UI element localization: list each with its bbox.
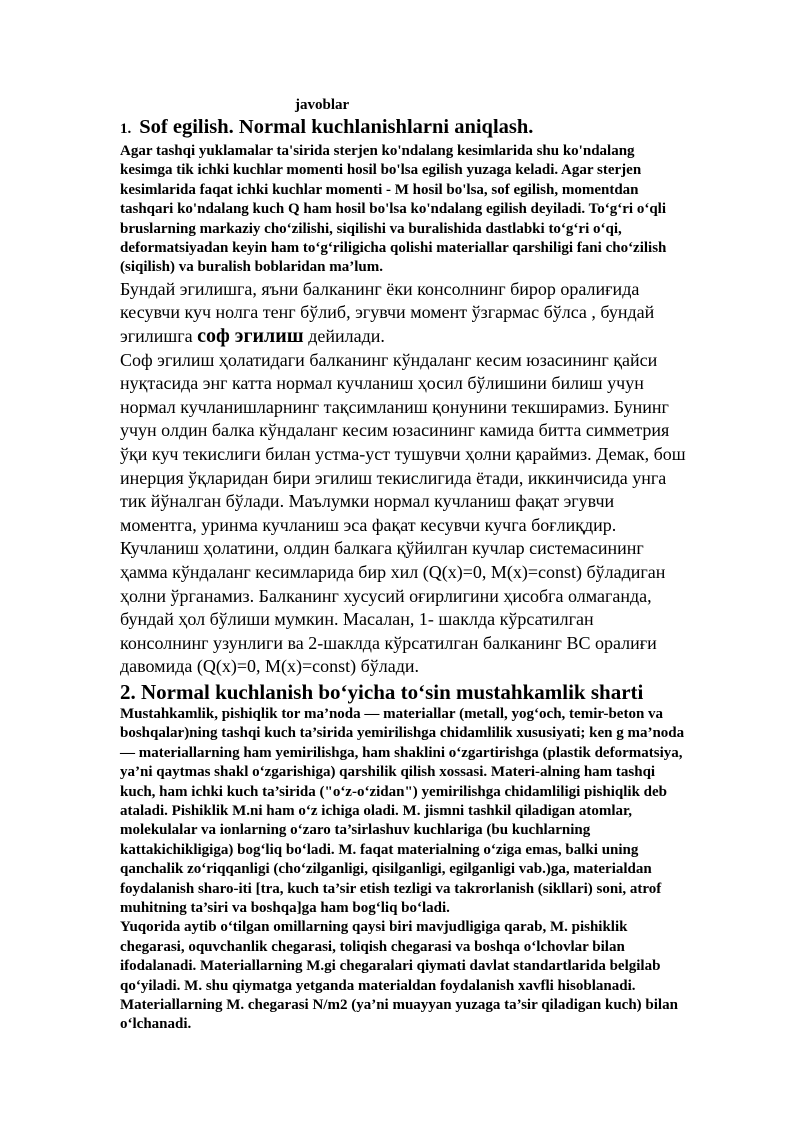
section2-bold-paragraph-2: Yuqorida aytib o‘tilgan omillarning qaysi biri mavjudligiga qarab, M. pishiklik chegarasi, oquvchanlik chegarasi, toliqish chegarasi va boshqa o‘lchovlar bilan ifodalanadi. Materiallarning M.gi chegaralari qiymati davlat standartlarida belgilab qo‘yiladi. M. shu qiymatga yetganda materialdan foydalanish xavfli hisoblanadi. Materiallarning M. chegarasi N/m2 (ya’ni muayyan yuzaga ta’sir qiladigan kuch) bilan o‘lchanadi. — [120, 919, 678, 1033]
document-page — [120, 96, 686, 1035]
section1-number: 1. — [120, 121, 132, 137]
section2-bold-paragraph-1: Mustahkamlik, pishiqlik tor ma’noda — materiallar (metall, yog‘och, temir-beton va boshqalar)ning tashqi kuch ta’sirida yemirilishga chidamlilik xususiyati; ken g ma’noda — materiallarning ham yemirilishga, ham shaklini o‘zgartirishga (plastik deformatsiya, ya’ni qaytmas shakl o‘zgarishiga) qarshilik qilish xossasi. Materi-alning ham tashqi kuch, ham ichki kuch ta’sirida ("o‘z-o‘zidan") yemirilishga chidamliligi pishiqlik deb ataladi. Pishiklik M.ni ham o‘z ichiga oladi. M. jismni tashkil qiladigan atomlar, molekulalar va ionlarning o‘zaro ta’sirlashuv kuchlariga (bu kuchlarning kattakichikligiga) bog‘liq bo‘ladi. M. faqat materialning o‘ziga emas, balki uning qanchalik zo‘riqqanligi (cho‘zilganligi, qisilganligi, egilganligi vab.)ga, materialdan foydalanish sharo-iti [tra, kuch ta’sir etish tezligi va takrorlanish (sikllari) soni, atrof muhitning ta’siri va boshqa]ga ham bog‘liq bo‘ladi. — [120, 705, 685, 916]
section2-heading: 2. Normal kuchlanish bo‘yicha to‘sin mustahkamlik sharti — [120, 679, 644, 704]
section1-cyrillic-paragraph-2: Соф эгилиш ҳолатидаги балканинг кўндаланг кесим юзасининг қайси нуқтасида энг катта нормал кучланиш ҳосил бўлишини билиш учун нормал кучланишларнинг тақсимланиш қонунини текширамиз. Бунинг учун олдин балка кўндаланг кесим юзасининг камида битта симметрия ўқи куч текислиги билан устма-уст тушувчи ҳолни қараймиз. Демак, бош инерция ўқларидан бири эгилиш текислигида ётади, иккинчисида унга тик йўналган бўлади. Маълумки нормал кучланиш фақат эгувчи моментга, уринма кучланиш эса фақат кесувчи кучга боғлиқдир. Кучланиш ҳолатини, олдин балкага қўйилган кучлар системасининг ҳамма кўндаланг кесимларида бир хил (Q(x)=0, M(x)=const) бўладиган ҳолни ўрганамиз. Балканинг хусусий оғирлигини ҳисобга олмаганда, бундай ҳол бўлиши мумкин. Масалан, 1- шаклда кўрсатилган консолнинг узунлиги ва 2-шаклда кўрсатилган балканинг ВС оралиғи давомида (Q(x)=0, M(x)=const) бўлади. — [120, 349, 686, 677]
cyr-p1-start: Бундай эгилишга, яъни балканинг ёки консолнинг бирор оралиғида кесувчи куч нолга тенг бўлиб, эгувчи момент ўзгармас бўлса , бундай эгилишга — [120, 278, 655, 347]
section1-bold-paragraph: Agar tashqi yuklamalar ta'sirida sterjen ko'ndalang kesimlarida shu ko'ndalang kesimga tik ichki kuchlar momenti hosil bo'lsa egilish yuzaga keladi. Agar sterjen kesimlarida faqat ichki kuchlar momenti - M hosil bo'lsa, sof egilish, momentdan tashqari ko'ndalang kuch Q ham hosil bo'lsa ko'ndalang egilish deyiladi. To‘g‘ri o‘qli bruslarning markaziy cho‘zilishi, siqilishi va buralishida dastlabki to‘g‘ri o‘qi, deformatsiyadan keyin ham to‘g‘riligicha qolishi materiallar qarshiligi fani cho‘zilish (siqilish) va buralish boblaridan ma’lum. — [120, 143, 667, 276]
top-label: javoblar — [295, 97, 350, 113]
section1-cyrillic-paragraph-1 — [120, 278, 686, 349]
cyr-p1-emphasis: соф эгилиш — [197, 325, 304, 348]
cyr-p1-end: дейилади. — [303, 326, 385, 347]
section1-title: Sof egilish. Normal kuchlanishlarni aniqlash. — [139, 116, 534, 138]
section1-heading — [120, 114, 686, 142]
